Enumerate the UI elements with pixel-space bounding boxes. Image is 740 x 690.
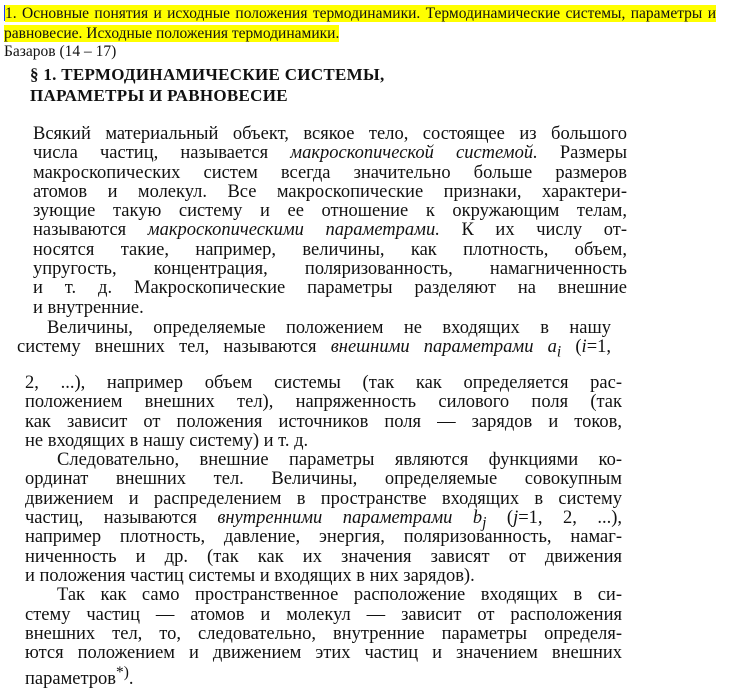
italic-term: j bbox=[513, 508, 519, 529]
text-segment: Размеры bbox=[537, 143, 627, 164]
section-title bbox=[30, 64, 385, 106]
text-segment: зующие такую систему и ее отношение к окружающим телам, bbox=[33, 201, 627, 222]
text-line bbox=[33, 241, 627, 260]
text-line bbox=[25, 470, 622, 489]
text-line bbox=[25, 625, 622, 644]
text-line bbox=[33, 144, 627, 163]
text-segment: атомов и молекул. Все макроскопические признаки, характери- bbox=[33, 181, 627, 202]
italic-term: макроскопической системой. bbox=[290, 143, 538, 164]
text-line bbox=[33, 260, 627, 279]
text-line bbox=[33, 164, 627, 183]
text-line bbox=[25, 586, 622, 605]
source-reference: Базаров (14 – 17) bbox=[4, 43, 117, 60]
text-line bbox=[25, 567, 622, 586]
text-segment: макроскопических систем всегда значительно больше размеров bbox=[33, 162, 627, 183]
subscript: j bbox=[482, 514, 487, 532]
text-segment: стему частиц — атомов и молекул — зависит от расположения bbox=[25, 604, 622, 625]
text-segment: носятся такие, например, величины, как плотность, объем, bbox=[33, 239, 627, 260]
text-line bbox=[33, 202, 627, 221]
text-segment: Следовательно, внешние параметры являются функциями ко- bbox=[57, 450, 622, 471]
text-line bbox=[25, 644, 622, 663]
text-segment: упругость, концентрация, поляризованность, намагниченность bbox=[33, 259, 627, 280]
text-segment: =1, 2, ...), bbox=[518, 508, 622, 529]
text-segment: Так как само пространственное расположение входящих в си- bbox=[57, 585, 622, 606]
highlighted-title-text: 1. Основные понятия и исходные положения термодинамики. Термодинамические системы, параметры и равновесие. Исходные положения термодинамики. bbox=[4, 5, 716, 42]
subscript: i bbox=[556, 343, 562, 361]
text-line bbox=[33, 299, 627, 318]
text-segment: не входящих в нашу систему) и т. д. bbox=[25, 430, 309, 451]
text-segment: например плотность, давление, энергия, поляризованность, намаг- bbox=[25, 527, 622, 548]
footnote-mark: *) bbox=[116, 664, 129, 682]
text-line bbox=[33, 279, 627, 298]
text-line bbox=[17, 319, 611, 338]
text-line bbox=[25, 451, 622, 470]
text-line bbox=[25, 548, 622, 567]
italic-term: внешними параметрами a bbox=[330, 337, 557, 358]
text-segment: параметров bbox=[25, 669, 117, 690]
section-title-line: ПАРАМЕТРЫ И РАВНОВЕСИЕ bbox=[30, 86, 288, 105]
text-segment: и внутренние. bbox=[33, 297, 144, 318]
text-segment: 2, ...), например объем системы (так как определяется рас- bbox=[25, 373, 622, 393]
text-segment: Всякий материальный объект, всякое тело, состоящее из большого bbox=[33, 124, 627, 144]
text-line bbox=[25, 606, 622, 625]
text-segment: ( bbox=[561, 337, 582, 358]
text-line bbox=[33, 125, 627, 144]
text-segment: Величины, определяемые положением не входящих в нашу bbox=[47, 318, 611, 338]
text-line bbox=[17, 337, 611, 361]
italic-term: внутренними параметрами b bbox=[217, 508, 483, 529]
text-line bbox=[25, 528, 622, 547]
text-line bbox=[25, 663, 622, 690]
paragraph-block bbox=[33, 125, 627, 318]
text-segment: и т. д. Макроскопические параметры разделяют на внешние bbox=[33, 278, 627, 299]
text-line bbox=[25, 374, 622, 393]
text-line bbox=[33, 221, 627, 240]
text-line bbox=[33, 183, 627, 202]
text-segment: называются bbox=[33, 220, 148, 241]
text-segment: ются положением и движением этих частиц и значением внешних bbox=[25, 643, 622, 664]
text-segment: ниченность и др. (так как их значения зависят от движения bbox=[25, 546, 622, 567]
paragraph-block bbox=[25, 373, 622, 690]
text-segment: движением и распределением в пространстве входящих в систему bbox=[25, 488, 622, 509]
text-line bbox=[25, 490, 622, 509]
text-segment: как зависит от положения источников поля — зарядов и токов, bbox=[25, 411, 622, 432]
text-segment: =1, bbox=[586, 337, 611, 358]
text-segment: ( bbox=[486, 508, 514, 529]
text-segment: положением внешних тел), напряженность силового поля (так bbox=[25, 392, 622, 413]
italic-term: макроскопическими параметрами. bbox=[147, 220, 440, 241]
text-segment: внешних тел, то, следовательно, внутренние параметры определя- bbox=[25, 623, 622, 644]
text-segment: К их числу от- bbox=[439, 220, 627, 241]
text-segment: частиц, называются bbox=[25, 508, 218, 529]
highlighted-title bbox=[4, 4, 716, 43]
paragraph-block bbox=[17, 318, 611, 361]
italic-term: i bbox=[581, 337, 587, 358]
text-line bbox=[25, 393, 622, 412]
text-segment: . bbox=[128, 669, 134, 690]
text-segment: и положения частиц системы и входящих в них зарядов). bbox=[25, 565, 475, 586]
text-line bbox=[25, 413, 622, 432]
text-segment: числа частиц, называется bbox=[33, 143, 291, 164]
text-line bbox=[25, 508, 622, 532]
section-title-line: § 1. ТЕРМОДИНАМИЧЕСКИЕ СИСТЕМЫ, bbox=[30, 65, 385, 84]
text-segment: ординат внешних тел. Величины, определяемые совокупным bbox=[25, 469, 622, 490]
text-segment: систему внешних тел, называются bbox=[17, 337, 331, 358]
text-line bbox=[25, 432, 622, 451]
